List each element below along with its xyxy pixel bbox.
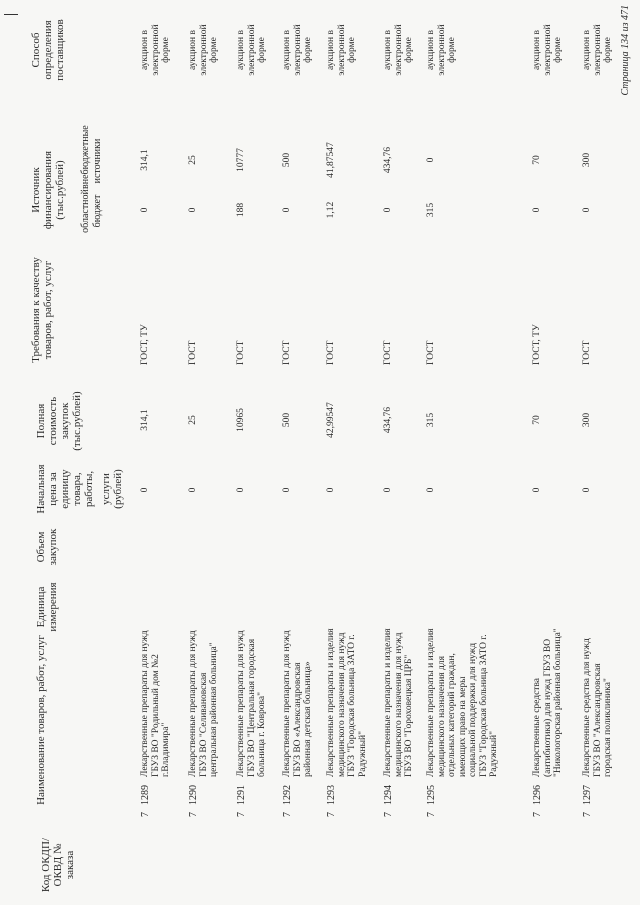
row-offbudget: 41,87547 [326,142,336,178]
row-number: 1295 [426,785,437,805]
header-rule [4,14,18,15]
row-name: Лекарственные препараты для нужд ГБУЗ ВО "Родильный дом №2 г.Владимира" [140,630,171,777]
row-requirements: ГОСТ, ТУ [140,324,150,365]
header-price: Начальная цена за единицу товара, работы, [35,464,95,514]
row-requirements: ГОСТ [236,340,246,365]
row-code: 7 [582,812,593,817]
header-name: Наименование товаров, работ, услуг [35,635,47,805]
row-method: аукцион в электронной форме [383,24,414,76]
row-offbudget: 314,1 [140,149,150,171]
header-funding-regional: областной бюджет [80,189,103,233]
row-full-cost: 315 [426,412,436,428]
row-regional: 188 [236,202,246,218]
row-offbudget: 500 [282,152,292,168]
row-full-cost: 314,1 [140,409,150,431]
row-number: 1290 [188,785,199,805]
row-offbudget: 0 [426,157,436,163]
row-number: 1292 [282,785,293,805]
row-regional: 0 [140,207,150,213]
row-number: 1297 [582,785,593,805]
header-full-cost: Полная стоимость закупок (тыс.рублей) [35,391,83,451]
row-full-cost: 500 [282,412,292,428]
row-code: 7 [236,812,247,817]
header-volume: Объем закупок [35,528,59,566]
row-name: Лекарственные препараты для нужд ГБУЗ ВО "Центральная городская больница г. Коврова" [236,630,267,777]
row-code: 7 [326,812,337,817]
header-code: Код ОКДП/ ОКВД № заказа [40,837,76,893]
row-number: 1294 [383,785,394,805]
row-method: аукцион в электронной форме [188,24,219,76]
row-requirements: ГОСТ [282,340,292,365]
row-full-cost: 434,76 [383,406,393,434]
row-offbudget: 10777 [236,148,246,172]
row-offbudget: 300 [582,152,592,168]
row-regional: 0 [383,207,393,213]
row-price: 0 [582,487,592,493]
row-offbudget: 434,76 [383,146,393,174]
row-regional: 0 [282,207,292,213]
row-requirements: ГОСТ [326,340,336,365]
header-method: Способ определения поставщиков [30,19,66,81]
row-requirements: ГОСТ [582,340,592,365]
row-name: Лекарственные препараты и изделия медицинского назначения для нужд ГБУЗ ВО "Гороховецкая ЦРБ" [383,628,414,777]
row-price: 0 [326,487,336,493]
row-code: 7 [282,812,293,817]
row-price: 0 [236,487,246,493]
row-requirements: ГОСТ [426,340,436,365]
row-price: 0 [282,487,292,493]
row-full-cost: 300 [582,412,592,428]
row-number: 1289 [140,785,151,805]
row-name: Лекарственные препараты и изделия медицинского назначения для нужд ГБУЗ "Городская больница ЗАТО г. Радужный" [326,628,368,777]
row-code: 7 [140,812,151,817]
row-full-cost: 10965 [236,408,246,432]
row-name: Лекарственные средства для нужд ГБУЗ ВО "Александровская городская поликлиника" [582,638,613,777]
row-price: 0 [426,487,436,493]
page-number: Страница 134 из 471 [620,5,631,96]
row-name: Лекарственные препараты для нужд ГБУЗ ВО «Александровская районная детская больница» [282,630,313,777]
row-price: 0 [140,487,150,493]
row-regional: 0 [582,207,592,213]
header-requirements: Требования к качеству товаров, работ, услуг [30,257,54,363]
row-requirements: ГОСТ, ТУ [532,324,542,365]
row-method: аукцион в электронной форме [282,24,313,76]
row-full-cost: 70 [532,415,542,425]
row-offbudget: 70 [532,155,542,165]
row-code: 7 [426,812,437,817]
row-method: аукцион в электронной форме [326,24,357,76]
row-number: 1293 [326,785,337,805]
row-name: Лекарственные средства (антибиотики) для нужд ГБУЗ ВО "Никологорская районная больница" [532,628,563,777]
row-price: 0 [532,487,542,493]
row-method: аукцион в электронной форме [140,24,171,76]
row-number: 1296 [532,785,543,805]
row-requirements: ГОСТ [188,340,198,365]
row-method: аукцион в электронной форме [426,24,457,76]
row-regional: 0 [188,207,198,213]
row-code: 7 [383,812,394,817]
row-code: 7 [188,812,199,817]
row-requirements: ГОСТ [383,340,393,365]
row-regional: 1,12 [326,201,336,219]
header-funding: Источник финансирования (тыс.рублей) [30,150,66,230]
row-method: аукцион в электронной форме [582,24,613,76]
row-price: 0 [188,487,198,493]
row-regional: 0 [532,207,542,213]
row-full-cost: 25 [188,415,198,425]
row-name: Лекарственные препараты для нужд ГБУЗ ВО "Селивановская центральная районная больница" [188,630,219,777]
header-price-sub: услуги (рублей) [100,469,124,509]
row-code: 7 [532,812,543,817]
row-price: 0 [383,487,393,493]
header-unit: Единица измерения [35,582,59,632]
row-method: аукцион в электронной форме [236,24,267,76]
row-regional: 315 [426,202,436,218]
row-full-cost: 42,99547 [326,402,336,438]
row-name: Лекарственные препараты и изделия медицинского назначения для отдельных категорий граждан, имеющих право на меры социальной поддержки для нужд ГБУЗ "Городская больница ЗАТО г. Радужный" [426,628,499,777]
row-offbudget: 25 [188,155,198,165]
row-method: аукцион в электронной форме [532,24,563,76]
row-number: 1291 [236,785,247,805]
header-funding-offbudget: внебюджетные источники [80,125,103,189]
